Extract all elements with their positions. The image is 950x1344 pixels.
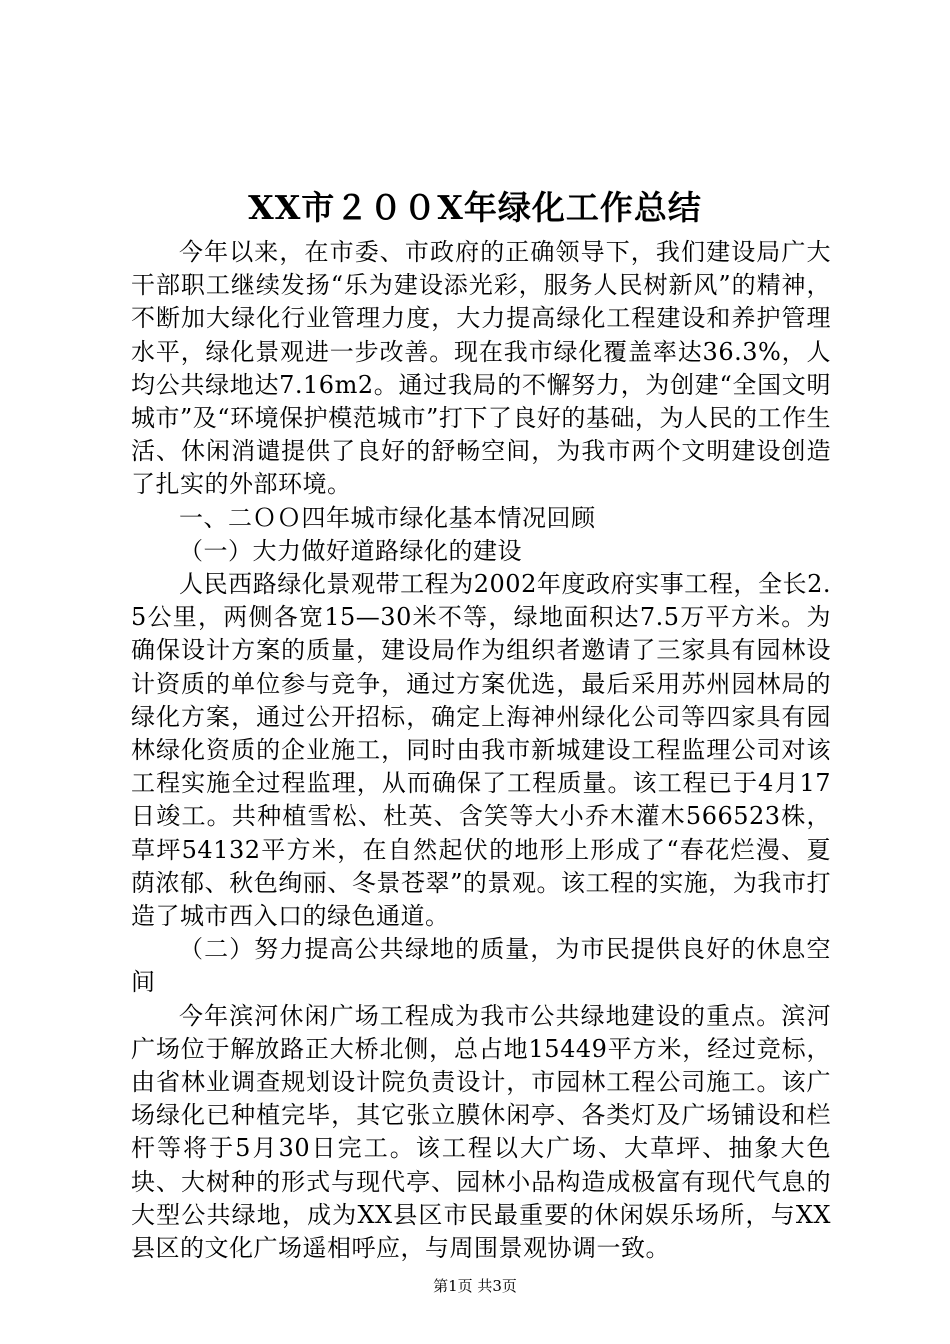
riverside-plaza-paragraph: 今年滨河休闲广场工程成为我市公共绿地建设的重点。滨河广场位于解放路正大桥北侧，总占地15449平方米，经过竞标，由省林业调查规划设计院负责设计，市园林工程公司施工。该广场绿化已种植完毕，其它张立膜休闲亭、各类灯及广场铺设和栏杆等将于5月30日完工。该工程以大广场、大草坪、抽象大色块、大树种的形式与现代亭、园林小品构造成极富有现代气息的大型公共绿地，成为XX县区市民最重要的休闲娱乐场所，与XX县区的文化广场遥相呼应，与周围景观协调一致。 (131, 1001, 831, 1263)
subsection-heading-public-green-space: （二）努力提高公共绿地的质量，为市民提供良好的休息空间 (131, 935, 831, 997)
section-heading-review: 一、二ＯＯ四年城市绿化基本情况回顾 (179, 503, 596, 532)
document-title: XX市２００X年绿化工作总结 (248, 188, 702, 227)
road-greening-paragraph: 人民西路绿化景观带工程为2002年度政府实事工程，全长2.5公里，两侧各宽15—30米不等，绿地面积达7.5万平方米。为确保设计方案的质量，建设局作为组织者邀请了三家具有园林设计资质的单位参与竞争，通过方案优选，最后采用苏州园林局的绿化方案，通过公开招标，确定上海神州绿化公司等四家具有园林绿化资质的企业施工，同时由我市新城建设工程监理公司对该工程实施全过程监理，从而确保了工程质量。该工程已于4月17日竣工。共种植雪松、杜英、含笑等大小乔木灌木566523株，草坪54132平方米，在自然起伏的地形上形成了“春花烂漫、夏荫浓郁、秋色绚丽、冬景苍翠”的景观。该工程的实施，为我市打造了城市西入口的绿色通道。 (131, 570, 831, 931)
page-footer: 第1页 共3页 (433, 1277, 517, 1295)
document-body (131, 236, 831, 1265)
subsection-heading-road-greening: （一）大力做好道路绿化的建设 (179, 536, 522, 565)
intro-paragraph: 今年以来，在市委、市政府的正确领导下，我们建设局广大干部职工继续发扬“乐为建设添光彩，服务人民树新风”的精神，不断加大绿化行业管理力度，大力提高绿化工程建设和养护管理水平，绿化景观进一步改善。现在我市绿化覆盖率达36.3%，人均公共绿地达7.16m2。通过我局的不懈努力，为创建“全国文明城市”及“环境保护模范城市”打下了良好的基础，为人民的工作生活、休闲消谴提供了良好的舒畅空间，为我市两个文明建设创造了扎实的外部环境。 (131, 238, 831, 499)
